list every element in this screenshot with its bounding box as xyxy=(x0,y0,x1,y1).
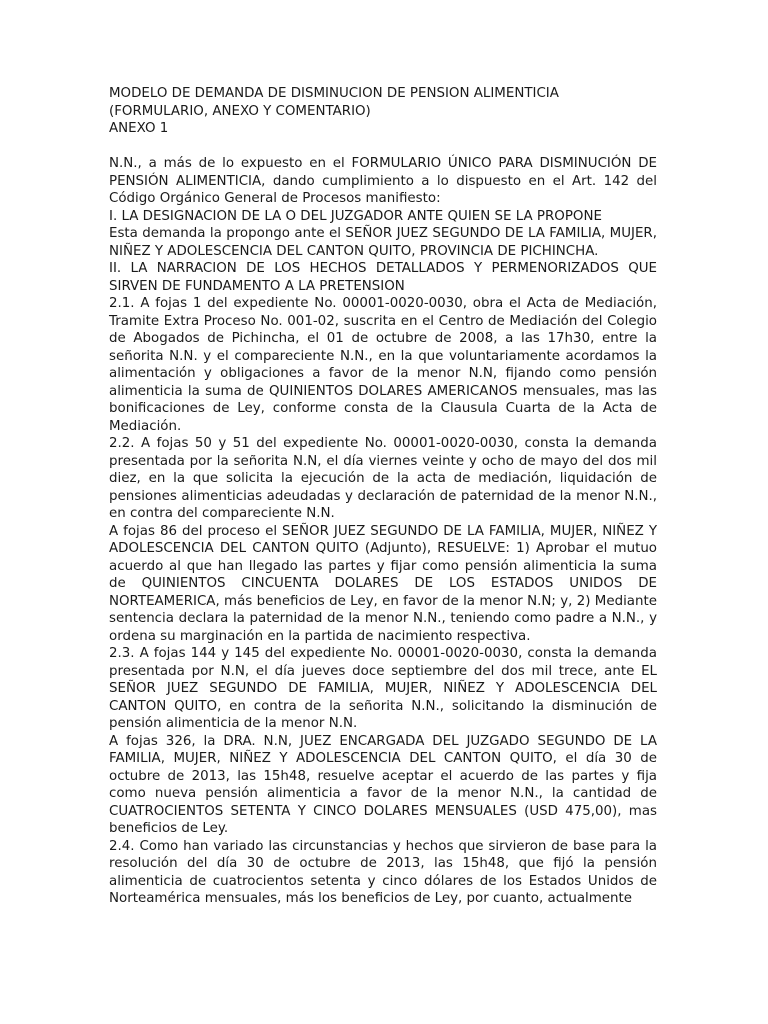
spacer xyxy=(109,138,657,156)
section-heading-2: II. LA NARRACION DE LOS HECHOS DETALLADOS Y PERMENORIZADOS QUE SIRVEN DE FUNDAMENTO A LA PRETENSION xyxy=(109,261,657,294)
paragraph: 2.1. A fojas 1 del expediente No. 00001-0020-0030, obra el Acta de Mediación, Tramite Extra Proceso No. 001-02, suscrita en el Centro de Mediación del Colegio de Abogados de Pichincha, el 01 de octubre de 2008, a las 17h30, entre la señorita N.N. y el compareciente N.N., en la que voluntariamente acordamos la alimentación y obligaciones a favor de la menor N.N, fijando como pensión alimenticia la suma de QUINIENTOS DOLARES AMERICANOS mensuales, mas las bonificaciones de Ley, conforme consta de la Clausula Cuarta de la Acta de Mediación. xyxy=(109,296,657,434)
paragraph: A fojas 326, la DRA. N.N, JUEZ ENCARGADA DEL JUZGADO SEGUNDO DE LA FAMILIA, MUJER, NIÑEZ Y ADOLESCENCIA DEL CANTON QUITO, el día 30 de octubre de 2013, las 15h48, resuelve aceptar el acuerdo de las partes y fija como nueva pensión alimenticia a favor de la menor N.N., la cantidad de CUATROCIENTOS SETENTA Y CINCO DOLARES MENSUALES (USD 475,00), mas beneficios de Ley. xyxy=(109,733,657,836)
paragraph-intro: N.N., a más de lo expuesto en el FORMULARIO ÚNICO PARA DISMINUCIÓN DE PENSIÓN ALIMENTICIA, dando cumplimiento a lo dispuesto en el Art. 142 del Código Orgánico General de Procesos manifiesto: xyxy=(109,156,657,206)
section-heading-1: I. LA DESIGNACION DE LA O DEL JUZGADOR ANTE QUIEN SE LA PROPONE xyxy=(109,208,602,224)
document-body xyxy=(109,155,657,908)
paragraph: 2.4. Como han variado las circunstancias y hechos que sirvieron de base para la resolución del día 30 de octubre de 2013, las 15h48, que fijó la pensión alimenticia de cuatrocientos setenta y cinco dólares de los Estados Unidos de Norteamérica mensuales, más los beneficios de Ley, por cuanto, actualmente xyxy=(109,838,657,906)
paragraph: A fojas 86 del proceso el SEÑOR JUEZ SEGUNDO DE LA FAMILIA, MUJER, NIÑEZ Y ADOLESCENCIA DEL CANTON QUITO (Adjunto), RESUELVE: 1) Aprobar el mutuo acuerdo al que han llegado las partes y fijar como pensión alimenticia la suma de QUINIENTOS CINCUENTA DOLARES DE LOS ESTADOS UNIDOS DE NORTEAMERICA, más beneficios de Ley, en favor de la menor N.N; y, 2) Mediante sentencia declara la paternidad de la menor N.N., teniendo como padre a N.N., y ordena su marginación en la partida de nacimiento respectiva. xyxy=(109,523,657,644)
document-page xyxy=(109,85,657,908)
paragraph: 2.2. A fojas 50 y 51 del expediente No. 00001-0020-0030, consta la demanda presentada por la señorita N.N, el día viernes veinte y ocho de mayo del dos mil diez, en la que solicita la ejecución de la acta de mediación, liquidación de pensiones alimenticias adeudadas y declaración de paternidad de la menor N.N., en contra del compareciente N.N. xyxy=(109,436,657,521)
document-title: MODELO DE DEMANDA DE DISMINUCION DE PENSION ALIMENTICIA xyxy=(109,86,559,101)
annex-label: ANEXO 1 xyxy=(109,121,169,136)
paragraph: 2.3. A fojas 144 y 145 del expediente No. 00001-0020-0030, consta la demanda presentada por N.N, el día jueves doce septiembre del dos mil trece, ante EL SEÑOR JUEZ SEGUNDO DE FAMILIA, MUJER, NIÑEZ Y ADOLESCENCIA DEL CANTON QUITO, en contra de la señorita N.N., solicitando la disminución de pensión alimenticia de la menor N.N. xyxy=(109,646,657,731)
document-subtitle: (FORMULARIO, ANEXO Y COMENTARIO) xyxy=(109,103,371,119)
document-header xyxy=(109,85,657,138)
paragraph: Esta demanda la propongo ante el SEÑOR JUEZ SEGUNDO DE LA FAMILIA, MUJER, NIÑEZ Y ADOLESCENCIA DEL CANTON QUITO, PROVINCIA DE PICHINCHA. xyxy=(109,226,657,259)
